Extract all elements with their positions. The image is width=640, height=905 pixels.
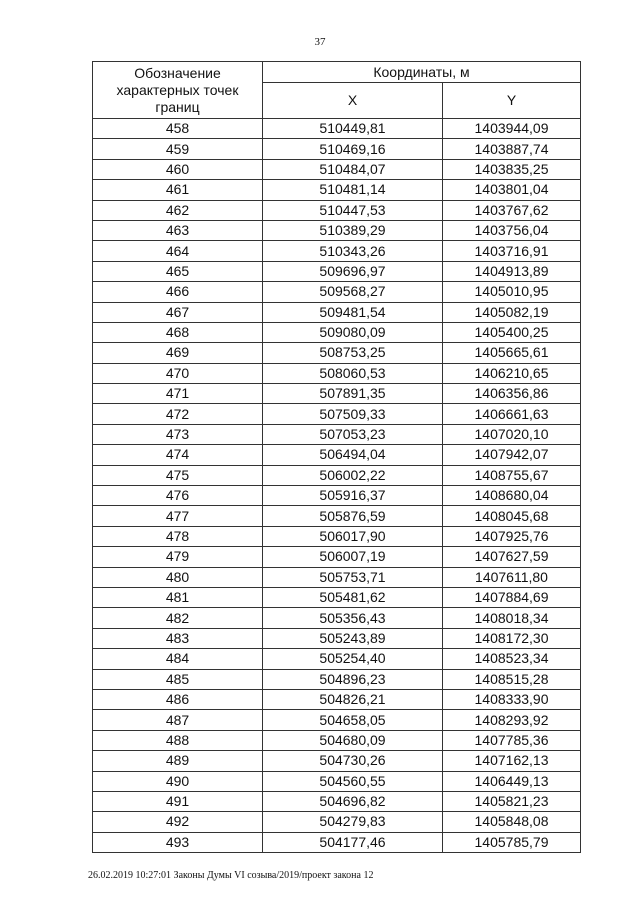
x-cell: 506494,04 xyxy=(263,445,443,465)
x-cell: 505876,59 xyxy=(263,506,443,526)
table-row xyxy=(93,424,581,444)
y-cell: 1405010,95 xyxy=(443,282,581,302)
point-cell: 479 xyxy=(93,547,263,567)
table-row xyxy=(93,526,581,546)
page-number: 37 xyxy=(314,36,326,48)
y-cell: 1403835,25 xyxy=(443,159,581,179)
point-cell: 491 xyxy=(93,791,263,811)
x-cell: 504560,55 xyxy=(263,771,443,791)
point-cell: 472 xyxy=(93,404,263,424)
point-cell: 463 xyxy=(93,220,263,240)
table-row xyxy=(93,445,581,465)
y-cell: 1407162,13 xyxy=(443,751,581,771)
point-cell: 483 xyxy=(93,628,263,648)
point-cell: 468 xyxy=(93,322,263,342)
x-cell: 504896,23 xyxy=(263,669,443,689)
x-cell: 510484,07 xyxy=(263,159,443,179)
y-cell: 1403944,09 xyxy=(443,119,581,139)
point-cell: 474 xyxy=(93,445,263,465)
coordinates-table xyxy=(92,61,581,853)
x-cell: 505753,71 xyxy=(263,567,443,587)
x-cell: 506017,90 xyxy=(263,526,443,546)
x-cell: 510449,81 xyxy=(263,119,443,139)
table-row xyxy=(93,547,581,567)
point-cell: 465 xyxy=(93,261,263,281)
y-cell: 1408333,90 xyxy=(443,689,581,709)
table-row xyxy=(93,261,581,281)
x-cell: 509481,54 xyxy=(263,302,443,322)
y-cell: 1408172,30 xyxy=(443,628,581,648)
point-cell: 471 xyxy=(93,384,263,404)
coordinates-header: Координаты, м xyxy=(263,62,581,83)
y-cell: 1406210,65 xyxy=(443,363,581,383)
y-cell: 1408293,92 xyxy=(443,710,581,730)
y-cell: 1408045,68 xyxy=(443,506,581,526)
x-cell: 510447,53 xyxy=(263,200,443,220)
point-cell: 488 xyxy=(93,730,263,750)
designation-header: Обозначение характерных точек границ xyxy=(93,62,263,119)
point-cell: 482 xyxy=(93,608,263,628)
x-cell: 510389,29 xyxy=(263,220,443,240)
x-cell: 505243,89 xyxy=(263,628,443,648)
table-row xyxy=(93,159,581,179)
y-cell: 1404913,89 xyxy=(443,261,581,281)
y-cell: 1407627,59 xyxy=(443,547,581,567)
y-cell: 1403887,74 xyxy=(443,139,581,159)
y-cell: 1407020,10 xyxy=(443,424,581,444)
point-cell: 469 xyxy=(93,343,263,363)
point-cell: 481 xyxy=(93,587,263,607)
table-row xyxy=(93,751,581,771)
table-body xyxy=(93,119,581,853)
y-cell: 1405848,08 xyxy=(443,812,581,832)
point-cell: 493 xyxy=(93,832,263,852)
y-header: Y xyxy=(443,83,581,119)
x-cell: 509696,97 xyxy=(263,261,443,281)
y-cell: 1403801,04 xyxy=(443,180,581,200)
point-cell: 477 xyxy=(93,506,263,526)
y-cell: 1408018,34 xyxy=(443,608,581,628)
point-cell: 489 xyxy=(93,751,263,771)
point-cell: 473 xyxy=(93,424,263,444)
point-cell: 475 xyxy=(93,465,263,485)
table-row xyxy=(93,302,581,322)
table-row xyxy=(93,363,581,383)
table-row xyxy=(93,384,581,404)
table-row xyxy=(93,241,581,261)
x-cell: 507053,23 xyxy=(263,424,443,444)
x-cell: 505254,40 xyxy=(263,649,443,669)
y-cell: 1407785,36 xyxy=(443,730,581,750)
x-cell: 504658,05 xyxy=(263,710,443,730)
point-cell: 476 xyxy=(93,486,263,506)
table-row xyxy=(93,608,581,628)
table-row xyxy=(93,139,581,159)
point-cell: 464 xyxy=(93,241,263,261)
y-cell: 1403756,04 xyxy=(443,220,581,240)
point-cell: 460 xyxy=(93,159,263,179)
point-cell: 470 xyxy=(93,363,263,383)
y-cell: 1406449,13 xyxy=(443,771,581,791)
y-cell: 1407942,07 xyxy=(443,445,581,465)
table-row xyxy=(93,791,581,811)
table-row xyxy=(93,506,581,526)
point-cell: 490 xyxy=(93,771,263,791)
x-cell: 510469,16 xyxy=(263,139,443,159)
point-cell: 458 xyxy=(93,119,263,139)
table-row xyxy=(93,404,581,424)
table-row xyxy=(93,119,581,139)
table-row xyxy=(93,628,581,648)
x-cell: 508753,25 xyxy=(263,343,443,363)
x-cell: 505356,43 xyxy=(263,608,443,628)
table-row xyxy=(93,200,581,220)
table-row xyxy=(93,710,581,730)
table-row xyxy=(93,812,581,832)
point-cell: 484 xyxy=(93,649,263,669)
point-cell: 459 xyxy=(93,139,263,159)
x-cell: 504696,82 xyxy=(263,791,443,811)
y-cell: 1405400,25 xyxy=(443,322,581,342)
point-cell: 480 xyxy=(93,567,263,587)
x-cell: 505481,62 xyxy=(263,587,443,607)
point-cell: 461 xyxy=(93,180,263,200)
point-cell: 492 xyxy=(93,812,263,832)
y-cell: 1403767,62 xyxy=(443,200,581,220)
table-row xyxy=(93,587,581,607)
table-row xyxy=(93,282,581,302)
y-cell: 1405821,23 xyxy=(443,791,581,811)
x-cell: 504826,21 xyxy=(263,689,443,709)
y-cell: 1407611,80 xyxy=(443,567,581,587)
table-row xyxy=(93,343,581,363)
point-cell: 486 xyxy=(93,689,263,709)
y-cell: 1407925,76 xyxy=(443,526,581,546)
x-cell: 507509,33 xyxy=(263,404,443,424)
table-row xyxy=(93,486,581,506)
table-row xyxy=(93,567,581,587)
point-cell: 485 xyxy=(93,669,263,689)
point-cell: 462 xyxy=(93,200,263,220)
y-cell: 1408515,28 xyxy=(443,669,581,689)
table-row xyxy=(93,669,581,689)
y-cell: 1408755,67 xyxy=(443,465,581,485)
table-row xyxy=(93,220,581,240)
x-cell: 509080,09 xyxy=(263,322,443,342)
table-row xyxy=(93,465,581,485)
y-cell: 1405665,61 xyxy=(443,343,581,363)
point-cell: 487 xyxy=(93,710,263,730)
point-cell: 478 xyxy=(93,526,263,546)
point-cell: 467 xyxy=(93,302,263,322)
y-cell: 1403716,91 xyxy=(443,241,581,261)
x-cell: 504680,09 xyxy=(263,730,443,750)
x-cell: 507891,35 xyxy=(263,384,443,404)
table-row xyxy=(93,730,581,750)
x-cell: 509568,27 xyxy=(263,282,443,302)
y-cell: 1407884,69 xyxy=(443,587,581,607)
x-cell: 506002,22 xyxy=(263,465,443,485)
y-cell: 1405785,79 xyxy=(443,832,581,852)
table-row xyxy=(93,649,581,669)
x-cell: 510343,26 xyxy=(263,241,443,261)
table-row xyxy=(93,832,581,852)
y-cell: 1405082,19 xyxy=(443,302,581,322)
x-header: X xyxy=(263,83,443,119)
x-cell: 510481,14 xyxy=(263,180,443,200)
x-cell: 504730,26 xyxy=(263,751,443,771)
footer-stamp: 26.02.2019 10:27:01 Законы Думы VI созыва/2019/проект закона 12 xyxy=(88,870,374,881)
table-row xyxy=(93,689,581,709)
point-cell: 466 xyxy=(93,282,263,302)
y-cell: 1406356,86 xyxy=(443,384,581,404)
x-cell: 504279,83 xyxy=(263,812,443,832)
table-row xyxy=(93,771,581,791)
y-cell: 1408523,34 xyxy=(443,649,581,669)
y-cell: 1406661,63 xyxy=(443,404,581,424)
table-row xyxy=(93,322,581,342)
y-cell: 1408680,04 xyxy=(443,486,581,506)
x-cell: 508060,53 xyxy=(263,363,443,383)
table-row xyxy=(93,180,581,200)
x-cell: 504177,46 xyxy=(263,832,443,852)
x-cell: 506007,19 xyxy=(263,547,443,567)
x-cell: 505916,37 xyxy=(263,486,443,506)
